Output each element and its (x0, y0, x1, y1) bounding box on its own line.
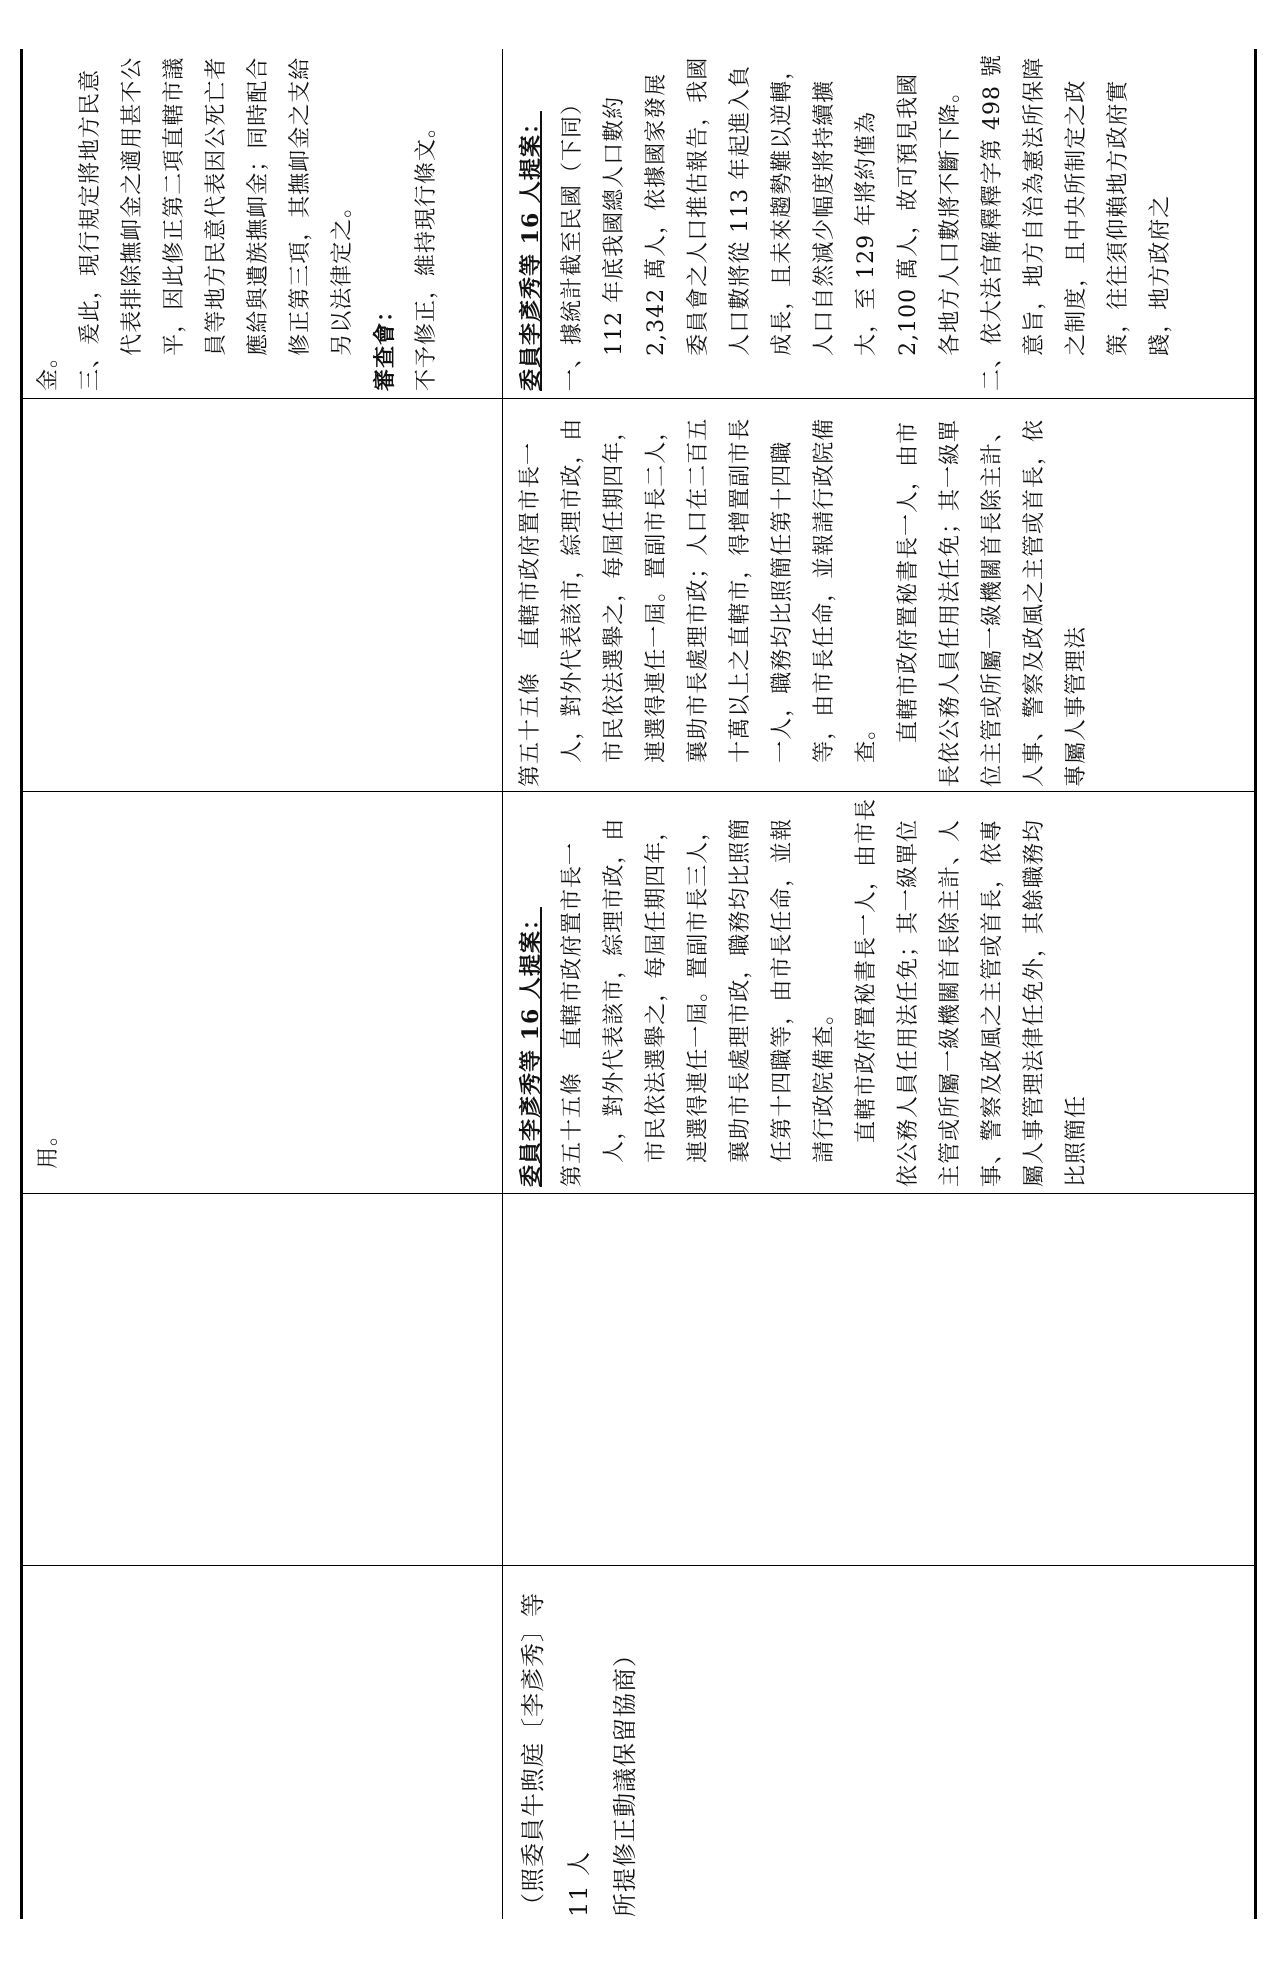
review-heading: 審查會： (372, 298, 398, 391)
reservation-note-line-1: （照委員牛煦庭〔李彥秀〕等 11 人 (519, 1592, 593, 1917)
review-text: 不予修正，維持現行條文。 (414, 114, 439, 391)
col5-lead-text: 金。 (36, 344, 61, 391)
rationale-item-2: 二、依大法官解釋釋字第 498 號意旨，地方自治為憲法所保障之制度，且中央所制定之政策，往往須仰賴地方政府實踐，地方政府之 (980, 54, 1173, 391)
proposed-article-55-para-1: 第五十五條 直轄市政府置市長一人，對外代表該市，綜理市政，由市民依法選舉之，每屆任期四年，連選得連任一屆。置副市長三人，襄助市長處理市政，職務均比照簡任第十四職等，由市長任命，並報請行政院備查。 (560, 817, 837, 1187)
current-article-55-para-2: 直轄市政府置秘書長一人，由市長依公務人員任用法任免；其一級單位主管或所屬一級機關首長除主計、人事、警察及政風之主管或首長，依專屬人事管理法 (896, 418, 1089, 787)
rationale-item-1: 一、據統計截至民國（下同）112 年底我國總人口數約 2,342 萬人，依據國家發展委員會之人口推估報告，我國人口數將從 113 年起進入負成長，且未來趨勢難以逆轉，人口自然減少幅度將持續擴大，至 129 年將約僅為 2,100 萬人，故可預見我國各地方人口數將不斷下降。 (560, 56, 963, 391)
column-divider-2 (20, 1193, 1257, 1194)
row-divider (502, 49, 503, 1919)
table-bottom-border (1254, 49, 1257, 1919)
top-row-col3-cell (28, 809, 498, 1169)
current-article-55-para-1: 第五十五條 直轄市政府置市長一人，對外代表該市，綜理市政，由市民依法選舉之，每屆任期四年，連選得連任一屆。置副市長二人，襄助市長處理市政；人口在二百五十萬以上之直轄市，得增置副市長一人，職務均比照簡任第十四職等，由市長任命，並報請行政院備查。 (518, 417, 879, 787)
table-top-border (20, 49, 23, 1919)
proposal-heading: 委員李彥秀等 16 人提案： (518, 907, 544, 1187)
bottom-row-col1-cell (510, 1572, 1250, 1917)
column-divider-4 (20, 398, 1257, 399)
bottom-row-col5-cell (510, 51, 1250, 391)
bottom-row-col3-cell (510, 797, 1250, 1187)
reservation-note-line-2: 所提修正動議保留協商） (611, 1642, 639, 1917)
rationale-heading: 委員李彥秀等 16 人提案： (518, 111, 544, 391)
top-row-col5-cell (28, 51, 498, 391)
col3-text: 用。 (36, 1122, 61, 1169)
bottom-row-col4-cell (510, 405, 1250, 787)
column-divider-3 (20, 791, 1257, 792)
col5-item-3: 三、爰此，現行規定將地方民意代表排除撫卹金之適用甚不公平，因此修正第二項直轄市議員等地方民意代表因公死亡者應給與遺族撫卹金；同時配合修正第三項，其撫卹金之支給另以法律定之。 (78, 56, 355, 391)
column-divider-1 (20, 1565, 1257, 1566)
proposed-article-55-para-2: 直轄市政府置秘書長一人，由市長依公務人員任用法任免；其一級單位主管或所屬一級機關首長除主計、人事、警察及政風之主管或首長，依專屬人事管理法律任免外，其餘職務均比照簡任 (854, 797, 1089, 1187)
